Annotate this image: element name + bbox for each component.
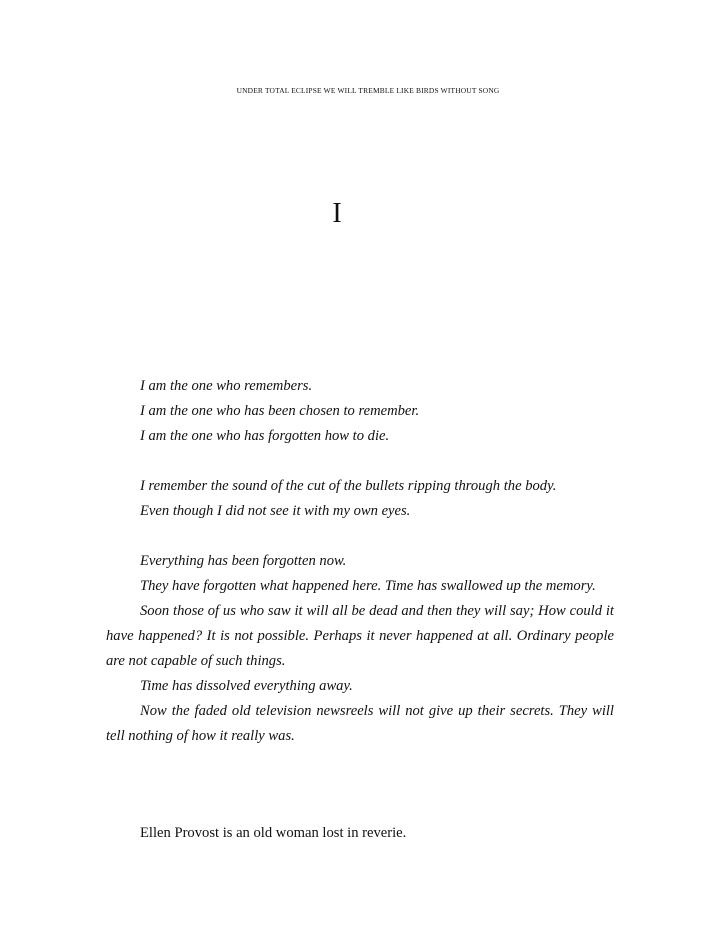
prose-body <box>106 821 614 846</box>
poem-line: I remember the sound of the cut of the bullets ripping through the body. <box>140 478 557 494</box>
prose-paragraph: Ellen Provost is an old woman lost in reverie. <box>140 825 407 841</box>
poem-line: I am the one who has forgotten how to die. <box>140 428 390 444</box>
poem-line: Time has dissolved everything away. <box>140 678 353 694</box>
stanza-2 <box>106 474 614 524</box>
running-header: UNDER TOTAL ECLIPSE WE WILL TREMBLE LIKE BIRDS WITHOUT SONG <box>236 86 500 95</box>
poem-paragraph: Now the faded old television newsreels will not give up their secrets. They will tell nothing of how it really was. <box>106 703 614 744</box>
poem-body <box>106 374 614 774</box>
poem-line: Even though I did not see it with my own eyes. <box>140 503 411 519</box>
poem-line: Everything has been forgotten now. <box>140 553 347 569</box>
poem-line: I am the one who remembers. <box>140 378 313 394</box>
chapter-numeral: I <box>332 198 342 229</box>
poem-line: They have forgotten what happened here. Time has swallowed up the memory. <box>140 578 596 594</box>
poem-line: I am the one who has been chosen to remember. <box>140 403 420 419</box>
stanza-3 <box>106 549 614 749</box>
stanza-1 <box>106 374 614 449</box>
poem-paragraph: Soon those of us who saw it will all be dead and then they will say; How could it have happened? It is not possible. Perhaps it never happened at all. Ordinary people are not capable of such things. <box>106 603 614 669</box>
